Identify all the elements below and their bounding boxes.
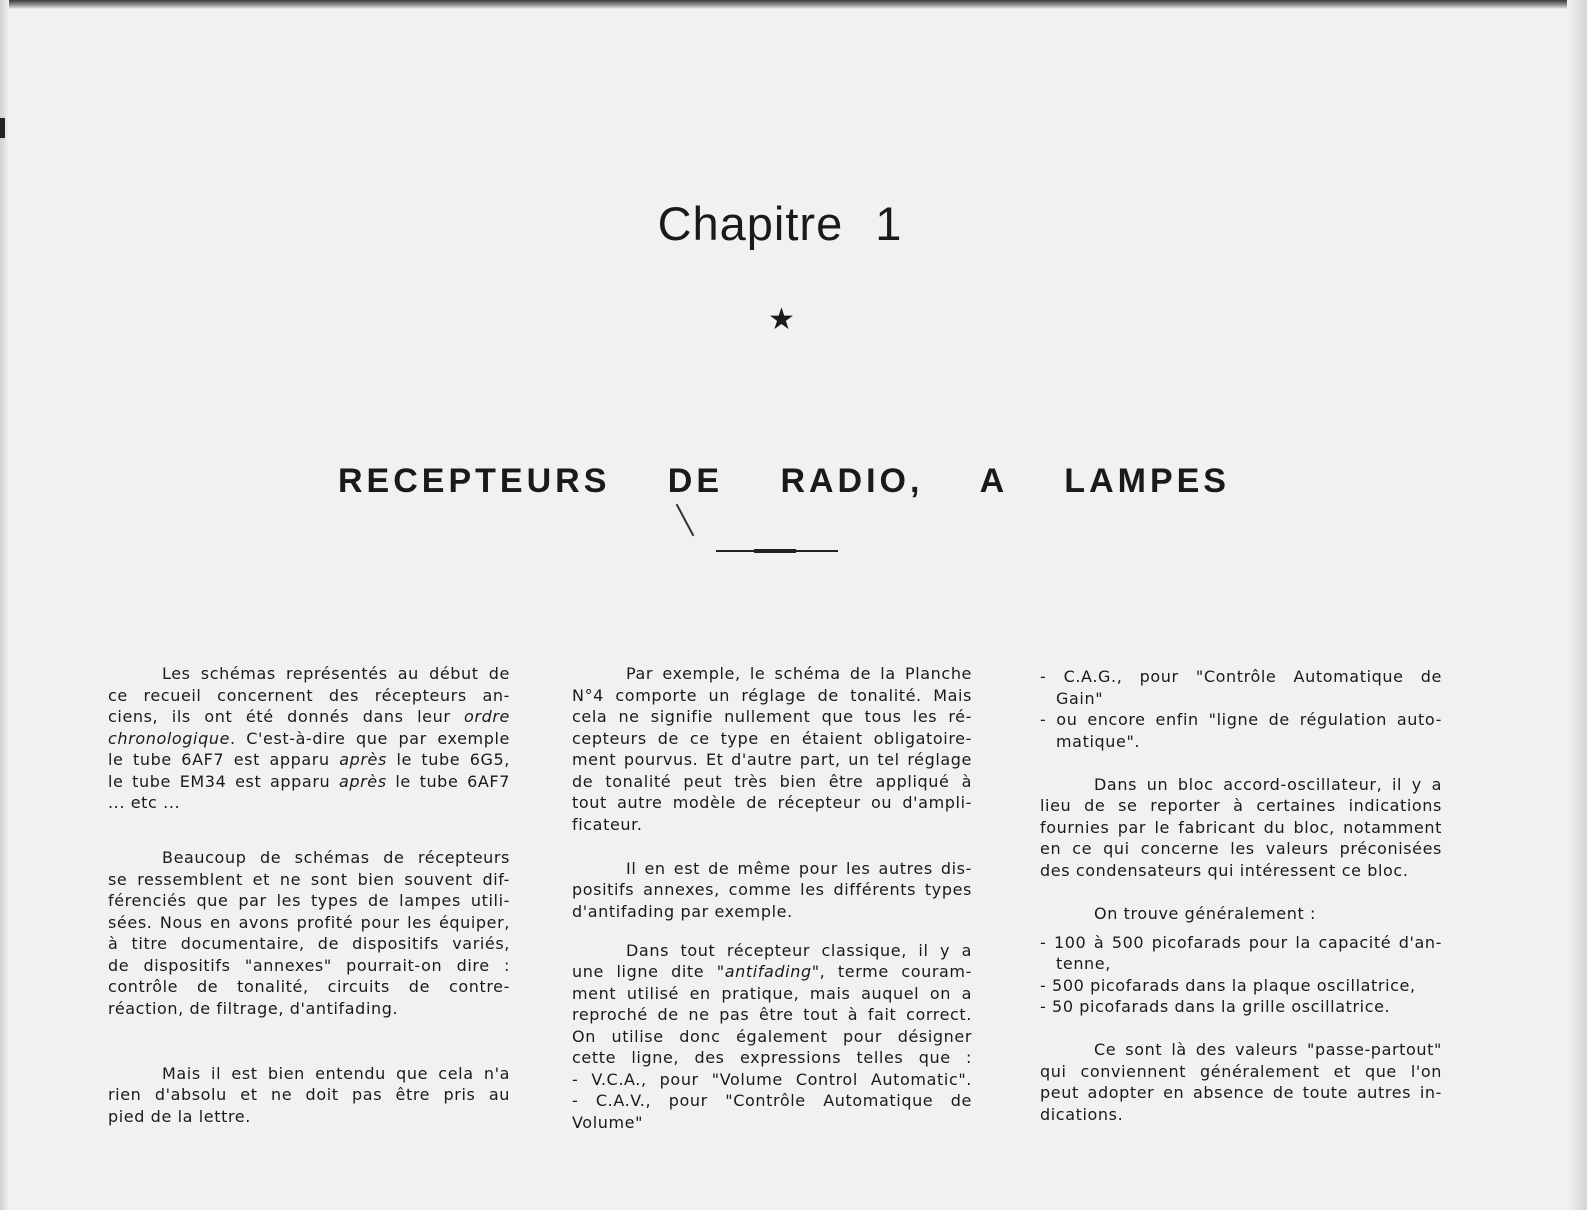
text-line: reproché de ne pas être tout à fait correct. bbox=[572, 1005, 972, 1024]
text-line: Dans un bloc accord-oscillateur, il y a bbox=[1094, 774, 1442, 794]
paragraph bbox=[1040, 1039, 1442, 1125]
text-line: de tonalité peut très bien être appliqué à bbox=[572, 771, 972, 791]
text-line: lieu de se reporter à certaines indications bbox=[1040, 796, 1442, 815]
text-line: ... etc ... bbox=[108, 793, 181, 812]
paragraph bbox=[572, 940, 972, 1134]
paragraph bbox=[108, 1063, 510, 1128]
text-line: chronologique. C'est-à-dire que par exemple bbox=[108, 728, 510, 748]
text-line: ment utilisé en pratique, mais auquel on a bbox=[572, 983, 972, 1003]
text-line: Il en est de même pour les autres dis- bbox=[626, 858, 972, 878]
paragraph bbox=[1040, 903, 1442, 925]
text-line: Beaucoup de schémas de récepteurs bbox=[162, 848, 510, 867]
text-line: des condensateurs qui intéressent ce bloc. bbox=[1040, 860, 1409, 880]
text-line: ciens, ils ont été donnés dans leur ordre bbox=[108, 707, 510, 726]
text-line: le tube 6AF7 est apparu après le tube 6G5, bbox=[108, 750, 510, 769]
text-line: dications. bbox=[1040, 1104, 1124, 1124]
text-line: qui conviennent généralement et que l'on bbox=[1040, 1061, 1442, 1081]
chapter-title: Chapitre 1 bbox=[657, 197, 903, 250]
text-line: Par exemple, le schéma de la Planche bbox=[626, 664, 972, 683]
text-line: - V.C.A., pour "Volume Control Automatic". bbox=[572, 1069, 972, 1089]
text-line: peut adopter en absence de toute autres in- bbox=[1040, 1083, 1442, 1102]
text-line: - 500 picofarads dans la plaque oscillatrice, bbox=[1040, 975, 1416, 995]
pen-stroke-mark bbox=[676, 504, 695, 537]
text-line: une ligne dite "antifading", terme couram- bbox=[572, 962, 972, 981]
text-line: à titre documentaire, de dispositifs variés, bbox=[108, 934, 510, 953]
text-line: de dispositifs "annexes" pourrait-on dire : bbox=[108, 955, 510, 975]
text-line: On trouve généralement : bbox=[1094, 903, 1317, 923]
text-column-2 bbox=[572, 663, 972, 1133]
page-left-edge bbox=[0, 0, 9, 1210]
text-line: fournies par le fabricant du bloc, notamment bbox=[1040, 817, 1442, 837]
text-line: ficateur. bbox=[572, 814, 643, 834]
text-line: d'antifading par exemple. bbox=[572, 901, 793, 921]
text-line: Ce sont là des valeurs "passe-partout" bbox=[1094, 1040, 1442, 1059]
text-line: - 50 picofarads dans la grille oscillatrice. bbox=[1040, 997, 1391, 1016]
text-line: cette ligne, des expressions telles que : bbox=[572, 1048, 972, 1067]
star-ornament-icon: ★ bbox=[768, 302, 795, 337]
paragraph bbox=[1040, 774, 1442, 882]
text-line: rien d'absolu et ne doit pas être pris au bbox=[108, 1085, 510, 1104]
text-line: - C.A.G., pour "Contrôle Automatique de bbox=[1040, 667, 1442, 686]
text-line: - 100 à 500 picofarads pour la capacité d'an- bbox=[1040, 932, 1442, 952]
text-line: en ce qui concerne les valeurs préconisées bbox=[1040, 839, 1442, 858]
text-line: le tube EM34 est apparu après le tube 6AF7 bbox=[108, 771, 510, 791]
text-line: cela ne signifie nullement que tous les ré- bbox=[572, 707, 972, 726]
divider-rule-center bbox=[754, 549, 796, 553]
binding-mark bbox=[0, 118, 5, 138]
text-line: ce recueil concernent des récepteurs an- bbox=[108, 685, 510, 705]
text-line: se ressemblent et ne sont bien souvent dif- bbox=[108, 869, 510, 889]
text-line: N°4 comporte un réglage de tonalité. Mais bbox=[572, 685, 972, 705]
text-line: contrôle de tonalité, circuits de contre- bbox=[108, 977, 510, 996]
text-line: pied de la lettre. bbox=[108, 1106, 251, 1126]
text-line: férenciés que par les types de lampes utili- bbox=[108, 891, 510, 910]
text-line: ment pourvus. Et d'autre part, un tel réglage bbox=[572, 750, 972, 769]
text-line: Gain" bbox=[1056, 688, 1104, 708]
text-line: tout autre modèle de récepteur ou d'ampli- bbox=[572, 793, 972, 812]
text-line: Les schémas représentés au début de bbox=[162, 664, 510, 683]
text-line: - C.A.V., pour "Contrôle Automatique de bbox=[572, 1091, 972, 1110]
text-line: Dans tout récepteur classique, il y a bbox=[626, 940, 972, 960]
paragraph bbox=[1040, 666, 1442, 752]
text-line: réaction, de filtrage, d'antifading. bbox=[108, 998, 399, 1018]
text-column-1 bbox=[108, 663, 510, 1127]
paragraph bbox=[108, 847, 510, 1019]
text-line: cepteurs de ce type en étaient obligatoire- bbox=[572, 728, 972, 748]
page-top-edge bbox=[0, 0, 1587, 9]
text-line: Volume" bbox=[572, 1112, 644, 1132]
text-line: tenne, bbox=[1056, 954, 1111, 973]
text-line: - ou encore enfin "ligne de régulation auto- bbox=[1040, 710, 1442, 729]
text-line: On utilise donc également pour désigner bbox=[572, 1026, 972, 1046]
page-right-edge bbox=[1567, 0, 1587, 1210]
section-heading: RECEPTEURS DE RADIO, A LAMPES bbox=[338, 462, 1230, 500]
paragraph bbox=[1040, 932, 1442, 1018]
text-line: sées. Nous en avons profité pour les équiper, bbox=[108, 912, 510, 932]
text-line: matique". bbox=[1056, 731, 1141, 751]
paragraph bbox=[572, 858, 972, 923]
paragraph bbox=[572, 663, 972, 835]
text-line: Mais il est bien entendu que cela n'a bbox=[162, 1063, 510, 1083]
text-column-3 bbox=[1040, 666, 1442, 1125]
paragraph bbox=[108, 663, 510, 814]
text-line: positifs annexes, comme les différents types bbox=[572, 880, 972, 899]
